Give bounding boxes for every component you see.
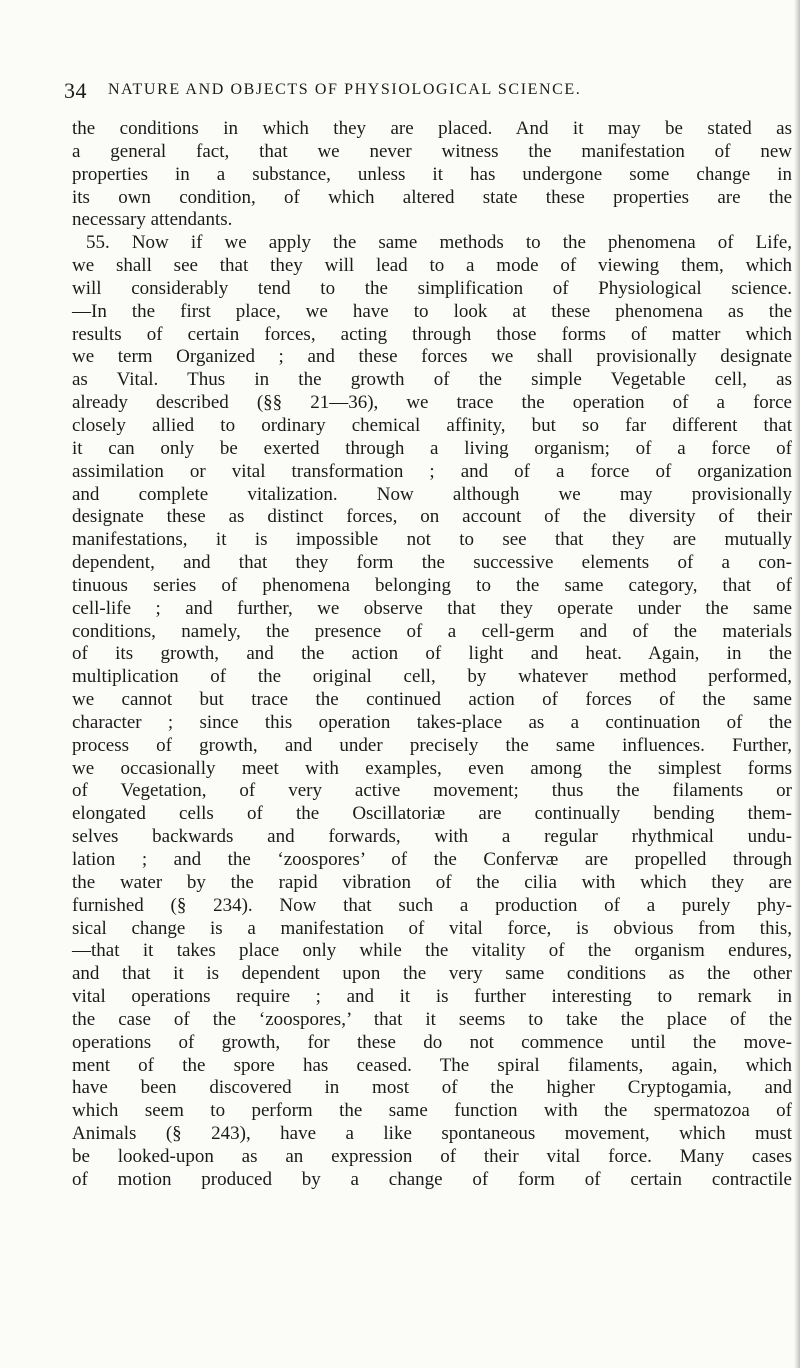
text-line: a general fact, that we never witness the manifestation of new [72,140,792,162]
text-line: necessary attendants. [72,209,233,231]
text-line: we cannot but trace the continued action of forces of the same [72,689,792,711]
text-line: the case of the ‘zoospores,’ that it seems to take the place of the [72,1008,792,1030]
text-line: vital operations require ; and it is further interesting to remark in [72,986,792,1008]
text-line: manifestations, it is impossible not to see that they are mutually [72,529,792,551]
text-line: closely allied to ordinary chemical affinity, but so far different that [72,414,792,436]
text-line: we shall see that they will lead to a mode of viewing them, which [72,255,792,277]
text-line: elongated cells of the Oscillatoriæ are continually bending them- [72,803,792,825]
text-line: ment of the spore has ceased. The spiral filaments, again, which [72,1054,792,1076]
text-line: of Vegetation, of very active movement; thus the filaments or [72,780,792,802]
text-line: assimilation or vital transformation ; and of a force of organization [72,460,792,482]
text-line: conditions, namely, the presence of a cell-germ and of the materials [72,620,792,642]
text-line: the water by the rapid vibration of the cilia with which they are [72,871,792,893]
text-line: dependent, and that they form the successive elements of a con- [72,552,792,574]
text-line: furnished (§ 234). Now that such a production of a purely phy- [72,894,792,916]
text-line: —that it takes place only while the vitality of the organism endures, [72,940,792,962]
text-line: operations of growth, for these do not commence until the move- [72,1031,792,1053]
text-line: we term Organized ; and these forces we shall provisionally designate [72,346,792,368]
text-line: process of growth, and under precisely the same influences. Further, [72,734,792,756]
text-line: 55. Now if we apply the same methods to the phenomena of Life, [86,232,792,254]
text-line: —In the first place, we have to look at these phenomena as the [72,300,792,322]
running-head: NATURE AND OBJECTS OF PHYSIOLOGICAL SCIENCE. [108,81,582,98]
text-line: its own condition, of which altered state these properties are the [72,186,792,208]
text-line: as Vital. Thus in the growth of the simple Vegetable cell, as [72,369,792,391]
text-line: of motion produced by a change of form of certain contractile [72,1168,792,1190]
text-line: character ; since this operation takes-place as a continuation of the [72,711,792,733]
text-line: be looked-upon as an expression of their vital force. Many cases [72,1145,792,1167]
text-line: multiplication of the original cell, by whatever method performed, [72,666,792,688]
text-line: we occasionally meet with examples, even among the simplest forms [72,757,792,779]
page-header [64,78,744,108]
body-text [72,118,792,1192]
text-line: designate these as distinct forces, on account of the diversity of their [72,506,792,528]
page-number: 34 [64,78,87,103]
text-line: Animals (§ 243), have a like spontaneous movement, which must [72,1123,792,1145]
text-line: have been discovered in most of the higher Cryptogamia, and [72,1077,792,1099]
text-line: and complete vitalization. Now although we may provisionally [72,483,792,505]
text-line: cell-life ; and further, we observe that they operate under the same [72,597,792,619]
text-line: selves backwards and forwards, with a regular rhythmical undu- [72,826,792,848]
text-line: sical change is a manifestation of vital force, is obvious from this, [72,917,792,939]
text-line: of its growth, and the action of light and heat. Again, in the [72,643,792,665]
text-line: properties in a substance, unless it has undergone some change in [72,163,792,185]
text-line: lation ; and the ‘zoospores’ of the Confervæ are propelled through [72,849,792,870]
text-line: it can only be exerted through a living organism; of a force of [72,437,792,459]
text-line: the conditions in which they are placed. And it may be stated as [72,118,792,139]
text-line: which seem to perform the same function with the spermatozoa of [72,1100,792,1122]
text-line: and that it is dependent upon the very same conditions as the other [72,963,792,985]
text-line: tinuous series of phenomena belonging to the same category, that of [72,574,792,596]
page-edge-shadow [794,0,800,1368]
text-line: already described (§§ 21—36), we trace the operation of a force [72,392,792,414]
text-line: will considerably tend to the simplification of Physiological science. [72,277,792,299]
text-line: results of certain forces, acting through those forms of matter which [72,323,792,345]
